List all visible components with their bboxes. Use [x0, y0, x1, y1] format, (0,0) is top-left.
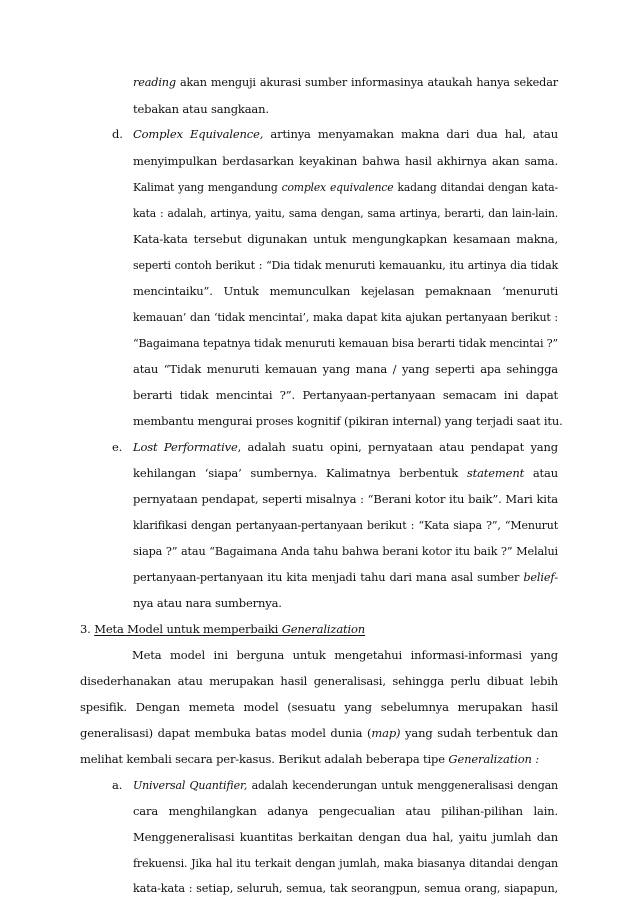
item-d-line-5: Kata-kata tersebut digunakan untuk mengungkapkan kesamaan makna, [133, 232, 558, 246]
item-d-line-10: atau “Tidak menuruti kemauan yang mana / yang seperti apa sehingga [133, 362, 558, 376]
item-e-line-4: klarifikasi dengan pertanyaan-pertanyaan berikut : “Kata siapa ?”, “Menurut [133, 519, 558, 532]
italic-term: reading [133, 76, 176, 89]
item-e-line-1: Lost Performative, adalah suatu opini, pernyataan atau pendapat yang [133, 440, 558, 454]
list-marker-d: d. [112, 127, 123, 141]
item-a-line-4: frekuensi. Jika hal itu terkait dengan jumlah, maka biasanya ditandai dengan [133, 857, 558, 870]
item-a-line-1: Universal Quantifier, adalah kecenderungan untuk menggeneralisasi dengan [133, 779, 558, 792]
item-d-line-2: menyimpulkan berdasarkan keyakinan bahwa hasil akhirnya akan sama. [133, 154, 558, 168]
item-e-line-2: kehilangan ‘siapa’ sumbernya. Kalimatnya berbentuk statement atau [133, 466, 558, 480]
italic-term: Generalization : [448, 752, 540, 766]
item-a-line-3: Menggeneralisasi kuantitas berkaitan dengan dua hal, yaitu jumlah dan [133, 830, 558, 844]
section-3-para-line-2: disederhanakan atau merupakan hasil generalisasi, sehingga perlu dibuat lebih [80, 674, 558, 688]
section-3-para-line-4: generalisasi) dapat membuka batas model dunia (map) yang sudah terbentuk dan [80, 726, 558, 740]
italic-term: Universal Quantifier, [133, 779, 248, 792]
item-d-line-9: “Bagaimana tepatnya tidak menuruti kemauan bisa berarti tidak mencintai ?” [133, 337, 558, 350]
list-marker-a: a. [112, 778, 123, 792]
item-e-line-3: pernyataan pendapat, seperti misalnya : “Berani kotor itu baik”. Mari kita [133, 492, 558, 506]
item-c-line-1: reading akan menguji akurasi sumber informasinya ataukah hanya sekedar [133, 76, 558, 89]
italic-term: Lost Performative [133, 440, 238, 454]
section-3-para-line-5: melihat kembali secara per-kasus. Berikut adalah beberapa tipe Generalization : [80, 752, 540, 766]
italic-term: map) [371, 726, 401, 740]
item-d-line-1: Complex Equivalence, artinya menyamakan makna dari dua hal, atau [133, 127, 558, 141]
item-d-line-8: kemauan’ dan ‘tidak mencintai’, maka dapat kita ajukan pertanyaan berikut : [133, 311, 558, 324]
item-d-line-7: mencintaiku”. Untuk memunculkan kejelasan pemaknaan ‘menuruti [133, 284, 558, 298]
item-d-line-4: kata : adalah, artinya, yaitu, sama dengan, sama artinya, berarti, dan lain-lain. [133, 207, 558, 220]
heading-underlined: Meta Model untuk memperbaiki Generalization [94, 622, 366, 636]
section-3-heading: 3. Meta Model untuk memperbaiki Generalization [80, 622, 366, 636]
italic-term: Complex Equivalence, [133, 127, 264, 141]
item-e-line-5: siapa ?” atau “Bagaimana Anda tahu bahwa berani kotor itu baik ?” Melalui [133, 545, 558, 558]
italic-term: belief [523, 571, 555, 584]
section-3-para-line-3: spesifik. Dengan memeta model (sesuatu yang sebelumnya merupakan hasil [80, 700, 558, 714]
list-marker-e: e. [112, 440, 123, 454]
item-a-line-2: cara menghilangkan adanya pengecualian atau pilihan-pilihan lain. [133, 804, 558, 818]
item-d-line-6: seperti contoh berikut : “Dia tidak menuruti kemauanku, itu artinya dia tidak [133, 259, 558, 272]
section-3-para-line-1: Meta model ini berguna untuk mengetahui informasi-informasi yang [132, 648, 558, 662]
item-d-line-12: membantu mengurai proses kognitif (pikiran internal) yang terjadi saat itu. [133, 414, 563, 428]
item-d-line-11: berarti tidak mencintai ?”. Pertanyaan-pertanyaan semacam ini dapat [133, 388, 558, 402]
italic-term: complex equivalence [281, 181, 394, 194]
item-e-line-6: pertanyaan-pertanyaan itu kita menjadi tahu dari mana asal sumber belief- [133, 571, 558, 584]
item-e-line-7: nya atau nara sumbernya. [133, 596, 282, 610]
item-d-line-3: Kalimat yang mengandung complex equivalence kadang ditandai dengan kata- [133, 181, 559, 194]
item-c-line-2: tebakan atau sangkaan. [133, 102, 269, 116]
item-a-line-5: kata-kata : setiap, seluruh, semua, tak seorangpun, semua orang, siapapun, [133, 882, 558, 895]
italic-term: statement [466, 466, 525, 480]
